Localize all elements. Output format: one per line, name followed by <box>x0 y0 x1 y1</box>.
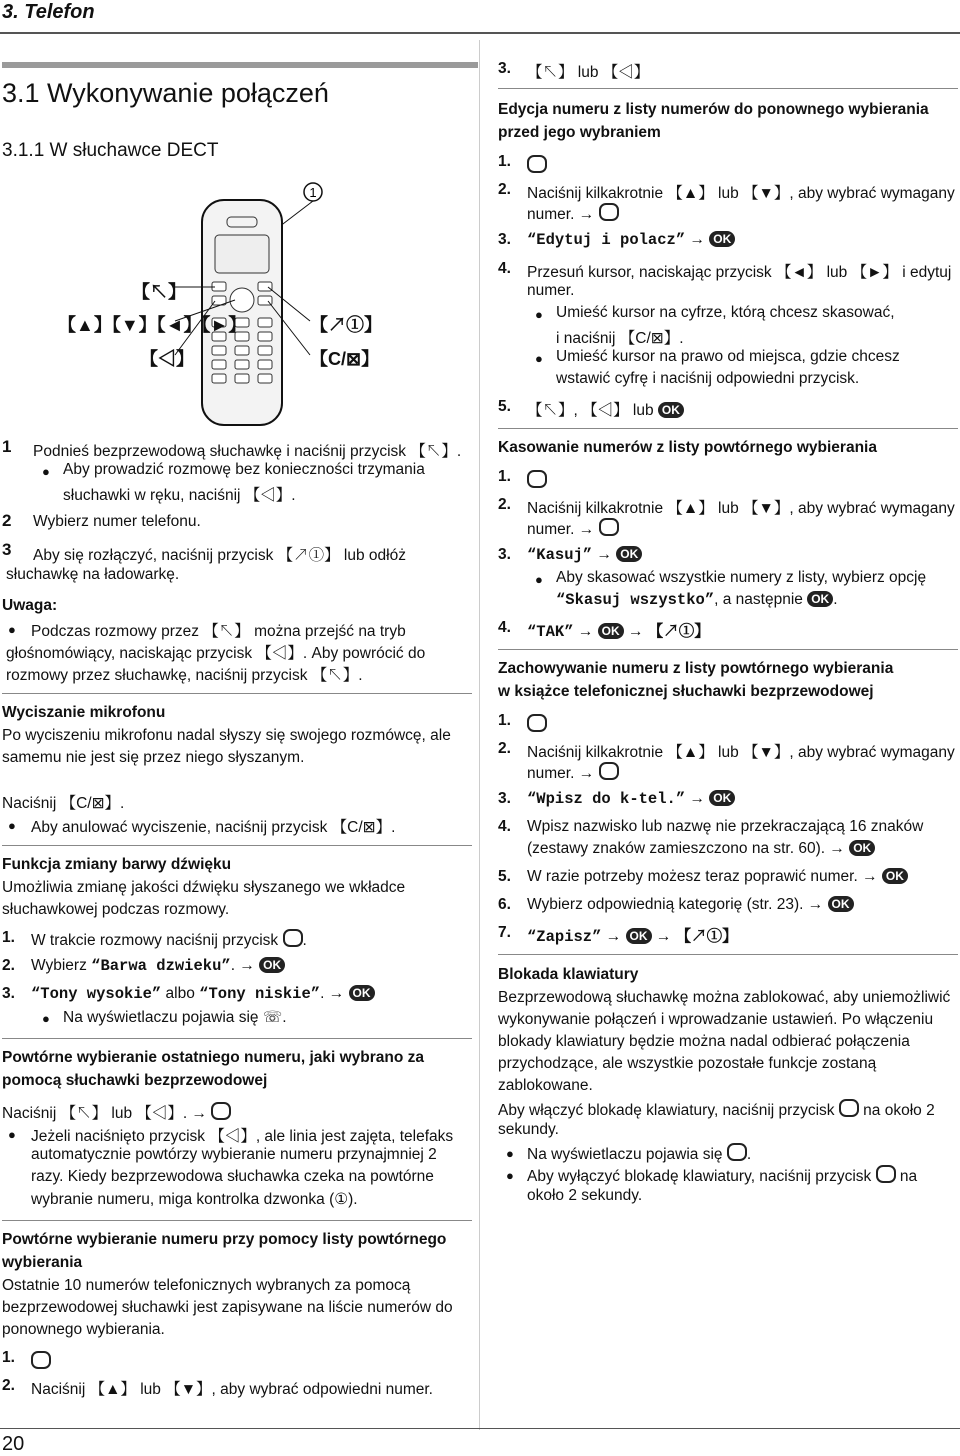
voice-step-2-text: Wybierz <box>31 957 87 974</box>
arrow-icon: → <box>239 957 255 974</box>
save-step-3 <box>527 790 735 808</box>
lock-bullet-1-text: Na wyświetlaczu pojawia się <box>527 1146 723 1163</box>
delete-step-3 <box>527 546 642 564</box>
ok-icon: OK <box>807 591 833 607</box>
delete-step-3-number: 3. <box>498 546 511 563</box>
delete-step-3-menu: “Kasuj” <box>527 546 593 564</box>
menu-icon <box>599 518 619 536</box>
save-step-5 <box>527 868 908 886</box>
voice-step-3-option2: “Tony niskie” <box>199 985 321 1003</box>
step-1-bullet-line1: Aby prowadzić rozmowę bez konieczności trzymania <box>63 461 425 478</box>
diagram-label-nav: 【▲】【▼】【◄】【►】 <box>58 315 247 335</box>
lock-para-line6-text: Aby włączyć blokadę klawiatury, naciśnij przycisk <box>498 1102 835 1119</box>
lock-para-line3: blokady klawiatury będzie można nadal odbierać połączenia <box>498 1033 910 1050</box>
redial-list-para-line2: bezprzewodowej słuchawki jest zapisywane na liście numerów do <box>2 1299 453 1316</box>
bullet: ● <box>8 1127 16 1142</box>
voice-step-2-number: 2. <box>2 957 15 974</box>
redial-list-step-2-number: 2. <box>2 1377 15 1394</box>
voice-step-1-number: 1. <box>2 929 15 946</box>
step-2-number: 2 <box>2 511 12 530</box>
save-step-5-number: 5. <box>498 868 511 885</box>
arrow-icon: → <box>655 928 672 945</box>
chapter-header: 3. Telefon <box>2 1 95 23</box>
key-lock-icon <box>727 1143 747 1161</box>
ok-icon: OK <box>658 402 684 418</box>
lock-bullet-2-line1 <box>527 1165 917 1186</box>
ok-icon: OK <box>828 896 854 912</box>
edit-step-1-number: 1. <box>498 153 511 170</box>
save-step-3-menu: “Wpisz do k-tel.” <box>527 790 686 808</box>
delete-step-4-number: 4. <box>498 619 511 636</box>
redial-icon <box>211 1102 231 1120</box>
ok-icon: OK <box>626 928 652 944</box>
ok-icon: OK <box>709 231 735 247</box>
save-step-2-line1: Naciśnij kilkakrotnie 【▲】 lub 【▼】, aby wybrać wymagany <box>527 744 955 761</box>
redial-list-title-line2: wybierania <box>2 1254 83 1271</box>
voice-step-3: “Tony wysokie” albo “Tony niskie”. → OK <box>31 985 375 1003</box>
edit-step-4-number: 4. <box>498 260 511 277</box>
arrow-icon: → <box>577 623 594 640</box>
delete-step-2-line1: Naciśnij kilkakrotnie 【▲】 lub 【▼】, aby wybrać wymagany <box>527 500 955 517</box>
lock-para-line5: zablokowane. <box>498 1077 593 1094</box>
edit-step-5-number: 5. <box>498 398 511 415</box>
save-step-6-number: 6. <box>498 896 511 913</box>
edit-bullet-1-line1: Umieść kursor na cyfrze, którą chcesz skasować, <box>556 304 895 321</box>
save-step-4-line2-text: (zestawy znaków zamieszczono na str. 60). → <box>527 840 845 857</box>
voice-step-3-bullet-text: Na wyświetlaczu pojawia się <box>63 1009 259 1026</box>
ok-icon: OK <box>349 985 375 1001</box>
save-step-6-text: Wybierz odpowiednią kategorię (str. 23). → <box>527 896 824 913</box>
divider <box>498 649 958 650</box>
bullet: ● <box>8 818 16 833</box>
note-line2: głośnomówiący, naciskając przycisk 【◁】. Aby powrócić do <box>6 645 426 662</box>
edit-bullet-2-line2: wstawić cyfrę i naciśnij odpowiedni przycisk. <box>556 370 860 387</box>
bullet: ● <box>42 1011 50 1026</box>
menu-icon <box>599 762 619 780</box>
save-step-4-line2 <box>527 840 875 858</box>
lock-bullet-2-text: Aby wyłączyć blokadę klawiatury, naciśnij przycisk <box>527 1168 872 1185</box>
edit-step-4-line1: Przesuń kursor, naciskając przycisk 【◄】 lub 【►】 i edytuj <box>527 264 952 281</box>
redial-icon <box>31 1351 51 1369</box>
delete-all-menu: “Skasuj wszystko” <box>556 591 715 609</box>
delete-step-2-line2-text: numer. → <box>527 521 595 538</box>
save-step-6 <box>527 896 854 914</box>
voice-title: Funkcja zmiany barwy dźwięku <box>2 856 232 873</box>
lock-bullet-2-line2: około 2 sekundy. <box>527 1187 643 1204</box>
diagram-label-mute: 【C/⊠】 <box>310 349 380 369</box>
section-title: 3.1 Wykonywanie połączeń <box>2 78 329 108</box>
delete-step-4-menu: “TAK” <box>527 623 574 641</box>
redial-list-step-1-number: 1. <box>2 1349 15 1366</box>
delete-bullet-line2-text: , a następnie <box>714 591 803 608</box>
handset-diagram <box>10 175 470 430</box>
note-line3: rozmowy przez słuchawkę, naciśnij przycisk 【↖】. <box>6 667 363 684</box>
arrow-icon: → <box>328 985 345 1002</box>
voice-step-1-text: W trakcie rozmowy naciśnij przycisk <box>31 932 279 949</box>
right-step-3-number: 3. <box>498 60 511 77</box>
bullet: ● <box>506 1146 514 1161</box>
save-step-7-menu: “Zapisz” <box>527 928 602 946</box>
redial-list-para-line3: ponownego wybierania. <box>2 1321 165 1338</box>
save-step-7 <box>527 924 738 946</box>
step-1-bullet-line2: słuchawki w ręku, naciśnij 【◁】. <box>63 487 296 504</box>
redial-icon <box>527 470 547 488</box>
redial-bullet-line2: automatycznie powtórzy wybieranie numeru przynajmniej 2 <box>31 1146 437 1163</box>
edit-step-4-line2: numer. <box>527 282 575 299</box>
note-title: Uwaga: <box>2 597 58 614</box>
divider <box>2 845 472 846</box>
ok-icon: OK <box>616 546 642 562</box>
save-step-4-line1: Wpisz nazwisko lub nazwę nie przekraczającą 16 znaków <box>527 818 924 835</box>
delete-title: Kasowanie numerów z listy powtórnego wybierania <box>498 439 877 456</box>
mute-title: Wyciszanie mikrofonu <box>2 704 166 721</box>
edit-step-5-text: 【↖】, 【◁】 lub <box>527 402 654 419</box>
section-bar <box>2 62 478 68</box>
lock-bullet-1: Na wyświetlaczu pojawia się . <box>527 1143 751 1164</box>
edit-step-5 <box>527 398 684 420</box>
diagram-label-off: 【↗①】 <box>310 315 382 335</box>
redial-instruction <box>2 1101 231 1123</box>
edit-step-3-menu: “Edytuj i polacz” <box>527 231 686 249</box>
divider <box>2 693 472 694</box>
ok-icon: OK <box>709 790 735 806</box>
divider <box>498 428 958 429</box>
step-1-text: Podnieś bezprzewodową słuchawkę i naciśnij przycisk 【↖】. <box>33 443 462 460</box>
save-title-line1: Zachowywanie numeru z listy powtórnego wybierania <box>498 660 894 677</box>
lock-bullet-2-tail: na <box>899 1168 918 1185</box>
diagram-label-talk: 【↖】 <box>132 282 186 302</box>
bullet: ● <box>506 1168 514 1183</box>
edit-bullet-1-line2: i naciśnij 【C/⊠】. <box>556 330 684 347</box>
edit-bullet-2-line1: Umieść kursor na prawo od miejsca, gdzie chcesz <box>556 348 900 365</box>
save-step-3-number: 3. <box>498 790 511 807</box>
lock-para-line7: sekundy. <box>498 1121 559 1138</box>
header-divider <box>0 32 960 34</box>
note-line1: Podczas rozmowy przez 【↖】 można przejść na tryb <box>31 623 406 640</box>
footer-divider <box>0 1428 960 1429</box>
step-3-line2: słuchawkę na ładowarkę. <box>6 566 180 583</box>
edit-step-2-number: 2. <box>498 181 511 198</box>
lock-para-line6 <box>498 1099 935 1120</box>
voice-para-line2: słuchawkowej podczas rozmowy. <box>2 901 230 918</box>
voice-step-1: W trakcie rozmowy naciśnij przycisk . <box>31 929 307 950</box>
lock-para-line4: przychodzące, ale wszystkie pozostałe funkcje zostaną <box>498 1055 877 1072</box>
off-key: 【↗①】 <box>675 928 738 945</box>
step-1-number: 1 <box>2 437 12 456</box>
voice-step-3-bullet: Na wyświetlaczu pojawia się ☏. <box>63 1009 287 1026</box>
redial-icon <box>527 714 547 732</box>
bullet: ● <box>535 572 543 587</box>
lock-para-line1: Bezprzewodową słuchawkę można zablokować, aby uniemożliwić <box>498 989 951 1006</box>
ok-icon: OK <box>882 868 908 884</box>
menu-icon <box>283 929 303 947</box>
arrow-icon: → <box>689 790 705 807</box>
save-step-2-line2-text: numer. → <box>527 765 595 782</box>
redial-list-title-line1: Powtórne wybieranie numeru przy pomocy listy powtórnego <box>2 1231 447 1248</box>
delete-step-4 <box>527 619 710 641</box>
save-step-7-number: 7. <box>498 924 511 941</box>
redial-list-para-line1: Ostatnie 10 numerów telefonicznych wybranych za pomocą <box>2 1277 411 1294</box>
arrow-icon: → <box>627 623 644 640</box>
voice-step-2: Wybierz “Barwa dzwieku”. → OK <box>31 957 285 975</box>
divider <box>2 1038 472 1039</box>
redial-title-line1: Powtórne wybieranie ostatniego numeru, jaki wybrano za <box>2 1049 425 1066</box>
page-number: 20 <box>2 1433 25 1455</box>
delete-step-2-number: 2. <box>498 496 511 513</box>
delete-step-1-number: 1. <box>498 468 511 485</box>
diagram-label-speaker: 【◁】 <box>140 349 194 369</box>
voice-step-3-or: albo <box>165 985 195 1002</box>
step-2-text: Wybierz numer telefonu. <box>33 513 201 530</box>
redial-list-step-2: Naciśnij 【▲】 lub 【▼】, aby wybrać odpowiedni numer. <box>31 1381 433 1398</box>
subsection-title: 3.1.1 W słuchawce DECT <box>2 140 219 161</box>
ok-icon: OK <box>849 840 875 856</box>
edit-step-2-line2-text: numer. → <box>527 206 595 223</box>
menu-icon <box>839 1099 859 1117</box>
save-title-line2: w książce telefonicznej słuchawki bezprzewodowej <box>498 683 874 700</box>
off-key: 【↗①】 <box>647 623 710 640</box>
arrow-icon: → <box>596 546 612 563</box>
lock-para-line2: wykonywanie połączeń i wprowadzanie ustawień. Po włączeniu <box>498 1011 934 1028</box>
redial-bullet-line1: Jeżeli naciśnięto przycisk 【◁】, ale linia jest zajęta, telefaks <box>31 1128 454 1145</box>
redial-title-line2: pomocą słuchawki bezprzewodowej <box>2 1072 268 1089</box>
mute-para-line2: samemu nie jest się przez niego słyszanym. <box>2 749 305 766</box>
step-3-line1: Aby się rozłączyć, naciśnij przycisk 【↗①】 lub odłóż <box>33 547 406 564</box>
edit-step-2-line2 <box>527 203 619 224</box>
save-step-5-text: W razie potrzeby możesz teraz poprawić numer. → <box>527 868 878 885</box>
redial-icon <box>527 155 547 173</box>
divider <box>2 1220 472 1221</box>
edit-title-line1: Edycja numeru z listy numerów do ponownego wybierania <box>498 101 929 118</box>
save-step-2-line2 <box>527 762 619 783</box>
divider <box>498 88 958 89</box>
arrow-icon: → <box>689 231 705 248</box>
delete-bullet-line2: “Skasuj wszystko”, a następnie OK . <box>556 591 838 609</box>
edit-step-3 <box>527 231 735 249</box>
bullet: ● <box>535 307 543 322</box>
ok-icon: OK <box>598 623 624 639</box>
save-step-1-number: 1. <box>498 712 511 729</box>
voice-step-3-option1: “Tony wysokie” <box>31 985 162 1003</box>
delete-bullet-line1: Aby skasować wszystkie numery z listy, wybierz opcję <box>556 569 927 586</box>
voice-para-line1: Umożliwia zmianę jakości dźwięku słyszanego we wkładce <box>2 879 406 896</box>
right-step-3: 【↖】 lub 【◁】 <box>527 64 650 81</box>
voice-icon: ☏ <box>262 1009 283 1026</box>
arrow-icon: → <box>605 928 622 945</box>
redial-instruction-text: Naciśnij 【↖】 lub 【◁】. → <box>2 1105 207 1122</box>
menu-icon <box>599 203 619 221</box>
lock-para-line6-tail: na około 2 <box>863 1102 935 1119</box>
voice-step-3-number: 3. <box>2 985 15 1002</box>
divider <box>498 954 958 955</box>
bullet: ● <box>8 622 16 637</box>
key-lock-icon <box>876 1165 896 1183</box>
ok-icon: OK <box>259 957 285 973</box>
redial-bullet-line3: razy. Kiedy bezprzewodowa słuchawka czeka na powtórne <box>31 1168 434 1185</box>
bullet: ● <box>42 464 50 479</box>
column-divider <box>479 40 480 1430</box>
callout-1: 1 <box>309 185 317 200</box>
save-step-2-number: 2. <box>498 740 511 757</box>
edit-step-2-line1: Naciśnij kilkakrotnie 【▲】 lub 【▼】, aby wybrać wymagany <box>527 185 955 202</box>
voice-step-2-menu: “Barwa dzwieku” <box>91 957 231 975</box>
mute-bullet: Aby anulować wyciszenie, naciśnij przycisk 【C/⊠】. <box>31 819 396 836</box>
step-3-number: 3 <box>2 540 12 559</box>
delete-step-2-line2 <box>527 518 619 539</box>
redial-bullet-line4: wybranie numeru, miga kontrolka dzwonka (①). <box>31 1191 358 1208</box>
edit-step-3-number: 3. <box>498 231 511 248</box>
mute-instruction: Naciśnij 【C/⊠】. <box>2 795 125 812</box>
lock-title: Blokada klawiatury <box>498 966 639 983</box>
edit-title-line2: przed jego wybraniem <box>498 124 661 141</box>
bullet: ● <box>535 351 543 366</box>
mute-para-line1: Po wyciszeniu mikrofonu nadal słyszy się swojego rozmówcę, ale <box>2 727 451 744</box>
save-step-4-number: 4. <box>498 818 511 835</box>
